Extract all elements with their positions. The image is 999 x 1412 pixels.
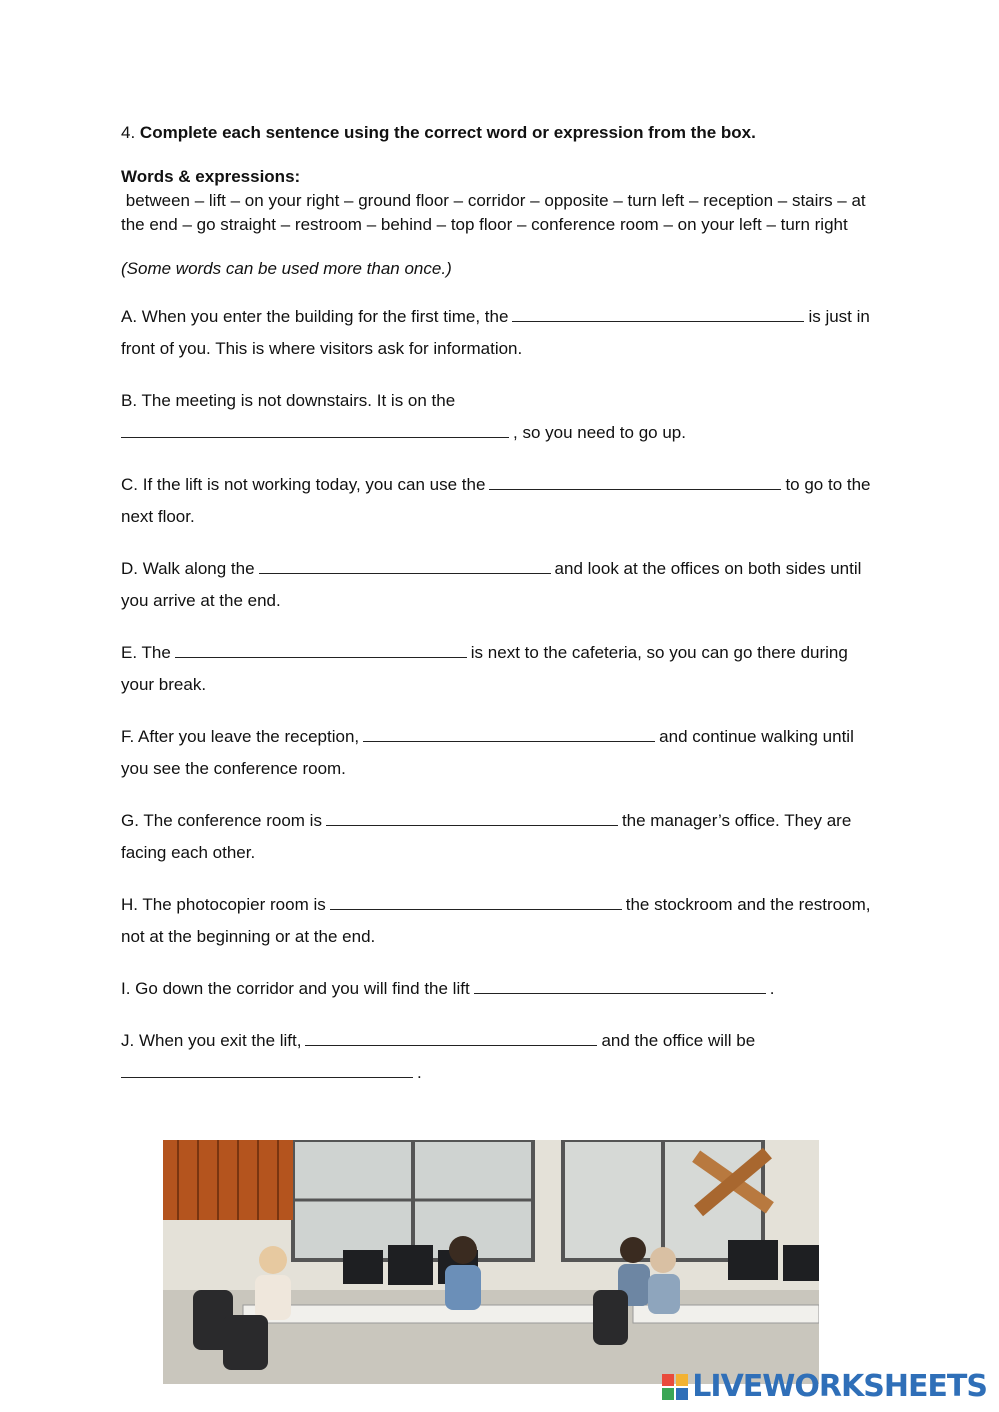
answer-blank-c[interactable] bbox=[489, 471, 781, 490]
question-i bbox=[121, 973, 881, 1005]
task-number: 4. bbox=[121, 123, 136, 142]
answer-blank-e[interactable] bbox=[175, 639, 467, 658]
question-g-text-end: the manager’s office. They are facing each other. bbox=[121, 811, 852, 862]
answer-blank-a[interactable] bbox=[512, 303, 804, 322]
question-f-text-end: and continue walking until you see the conference room. bbox=[121, 727, 854, 778]
question-g-text: G. The conference room is bbox=[121, 811, 322, 830]
question-c-text: C. If the lift is not working today, you can use the bbox=[121, 475, 486, 494]
curtain bbox=[163, 1140, 293, 1220]
question-a-text-end: is just in front of you. This is where visitors ask for information. bbox=[121, 307, 870, 358]
question-h-text: H. The photocopier room is bbox=[121, 895, 326, 914]
answer-blank-d[interactable] bbox=[259, 555, 551, 574]
brand-name: LIVEWORKSHEETS bbox=[692, 1369, 987, 1404]
question-b-text: B. The meeting is not downstairs. It is on the bbox=[121, 391, 456, 410]
question-h bbox=[121, 889, 881, 953]
answer-blank-i[interactable] bbox=[474, 975, 766, 994]
answer-blank-b[interactable] bbox=[121, 419, 509, 438]
office-scene bbox=[163, 1140, 819, 1384]
question-g bbox=[121, 805, 881, 869]
question-e-text-end: is next to the cafeteria, so you can go there during your break. bbox=[121, 643, 848, 694]
question-c bbox=[121, 469, 881, 533]
question-b bbox=[121, 385, 881, 449]
question-a-text: A. When you enter the building for the first time, the bbox=[121, 307, 509, 326]
word-list: between – lift – on your right – ground floor – corridor – opposite – turn left – reception – stairs – at the end – go straight – restroom – behind – top floor – conference room – on your left – turn right bbox=[121, 191, 866, 234]
words-heading: Words & expressions: bbox=[121, 167, 301, 186]
usage-note: (Some words can be used more than once.) bbox=[121, 259, 452, 278]
office-illustration bbox=[163, 1140, 819, 1384]
answer-blank-j1[interactable] bbox=[305, 1027, 597, 1046]
worksheet bbox=[121, 121, 881, 1109]
footer-logo bbox=[662, 1369, 987, 1404]
answer-blank-g[interactable] bbox=[326, 807, 618, 826]
question-d-text-end: and look at the offices on both sides until you arrive at the end. bbox=[121, 559, 862, 610]
liveworksheets-logo-icon bbox=[662, 1374, 688, 1400]
question-f-text: F. After you leave the reception, bbox=[121, 727, 360, 746]
question-e bbox=[121, 637, 881, 701]
question-a bbox=[121, 301, 881, 365]
task-instruction bbox=[121, 121, 881, 145]
answer-blank-j2[interactable] bbox=[121, 1059, 413, 1078]
task-text: Complete each sentence using the correct word or expression from the box. bbox=[139, 123, 756, 142]
question-d bbox=[121, 553, 881, 617]
question-f bbox=[121, 721, 881, 785]
question-b-text-end: , so you need to go up. bbox=[513, 423, 686, 442]
question-j bbox=[121, 1025, 881, 1089]
question-h-text-end: the stockroom and the restroom, not at the beginning or at the end. bbox=[121, 895, 871, 946]
question-j-text-middle: and the office will be bbox=[601, 1031, 756, 1050]
question-j-text-end: . bbox=[417, 1063, 422, 1082]
question-c-text-end: to go to the next floor. bbox=[121, 475, 871, 526]
question-j-text: J. When you exit the lift, bbox=[121, 1031, 302, 1050]
answer-blank-f[interactable] bbox=[363, 723, 655, 742]
answer-blank-h[interactable] bbox=[330, 891, 622, 910]
word-box bbox=[121, 189, 881, 237]
question-e-text: E. The bbox=[121, 643, 171, 662]
question-i-text-end: . bbox=[769, 979, 775, 998]
question-d-text: D. Walk along the bbox=[121, 559, 255, 578]
question-i-text: I. Go down the corridor and you will find the lift bbox=[121, 979, 470, 998]
